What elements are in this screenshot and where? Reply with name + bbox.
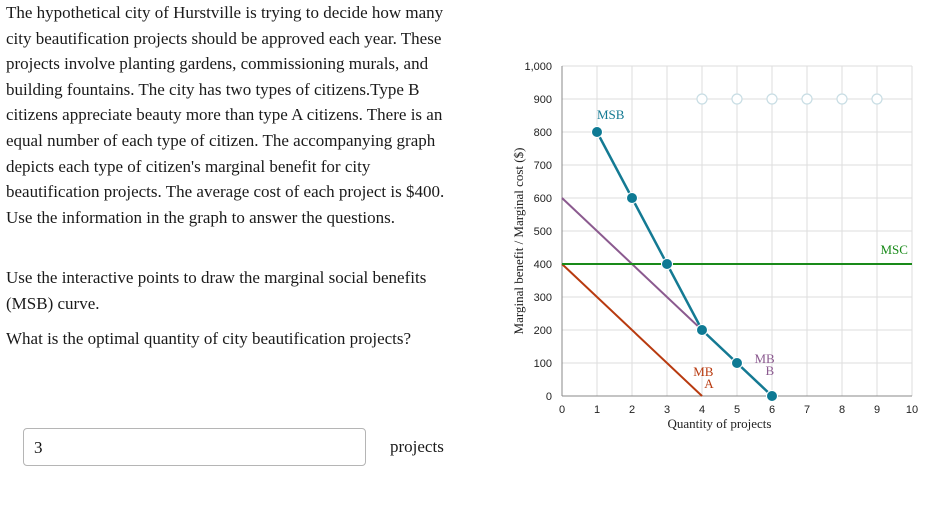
msb-point-handle[interactable] (767, 391, 778, 402)
unplaced-point-handle[interactable] (802, 94, 812, 104)
y-tick-label: 0 (545, 391, 552, 403)
question-instruction: Use the interactive points to draw the marginal social benefits (MSB) curve. (6, 268, 427, 313)
x-axis-title: Quantity of projects (667, 416, 772, 431)
x-tick-label: 9 (873, 404, 881, 416)
question-intro: The hypothetical city of Hurstville is trying to decide how many city beautification projects should be approved each year. These projects involve planting gardens, commissioning murals, and building fountains. The city has two types of citizens.Type B citizens appreciate beauty more than type A citizens. There is an equal number of each type of citizen. The accompanying graph depicts each type of citizen's marginal benefit for city beautification projects. The average cost of each project is $400. Use the information in the graph to answer the questions. (6, 3, 445, 227)
y-tick-label: 600 (533, 193, 552, 205)
answer-units: projects (390, 437, 444, 456)
x-tick-label: 4 (698, 404, 706, 416)
y-tick-label: 1,000 (524, 61, 552, 73)
y-tick-label: 200 (533, 325, 552, 337)
msb-point-handle[interactable] (662, 259, 673, 270)
x-tick-label: 7 (803, 404, 811, 416)
msb-point-handle[interactable] (697, 325, 708, 336)
x-tick-label: 8 (838, 404, 846, 416)
x-tick-label: 5 (733, 404, 741, 416)
unplaced-point-handle[interactable] (697, 94, 707, 104)
label-mb-a: MB (693, 364, 714, 380)
label-mb-a-subscript: A (704, 376, 714, 392)
unplaced-point-handle[interactable] (767, 94, 777, 104)
unplaced-point-handle[interactable] (732, 94, 742, 104)
unplaced-point-handle[interactable] (872, 94, 882, 104)
x-tick-label: 2 (628, 404, 636, 416)
y-tick-label: 300 (533, 292, 552, 304)
question-prompt: What is the optimal quantity of city beautification projects? (6, 329, 412, 348)
msb-point-handle[interactable] (732, 358, 743, 369)
y-tick-label: 800 (533, 127, 552, 139)
answer-input[interactable]: 3 (23, 428, 366, 466)
x-tick-label: 1 (593, 404, 601, 416)
x-tick-label: 3 (663, 404, 671, 416)
y-tick-label: 500 (533, 226, 552, 238)
label-msb: MSB (597, 106, 625, 122)
label-mb-b-subscript: B (765, 363, 775, 378)
msb-graph[interactable] (505, 48, 925, 448)
y-tick-label: 700 (533, 160, 552, 172)
x-tick-label: 0 (558, 404, 566, 416)
unplaced-point-handle[interactable] (837, 94, 847, 104)
msb-point-handle[interactable] (592, 127, 603, 138)
graph-labels (597, 107, 908, 391)
x-tick-label: 10 (905, 404, 919, 416)
msb-point-handle[interactable] (627, 193, 638, 204)
y-axis-title: Marginal benefit / Marginal cost ($) (511, 147, 526, 335)
y-tick-label: 100 (533, 358, 552, 370)
label-msc: MSC (880, 242, 908, 258)
y-tick-label: 900 (533, 94, 552, 106)
label-mb-b: MB (754, 351, 775, 366)
y-tick-label: 400 (533, 259, 552, 271)
x-tick-label: 6 (768, 404, 776, 416)
